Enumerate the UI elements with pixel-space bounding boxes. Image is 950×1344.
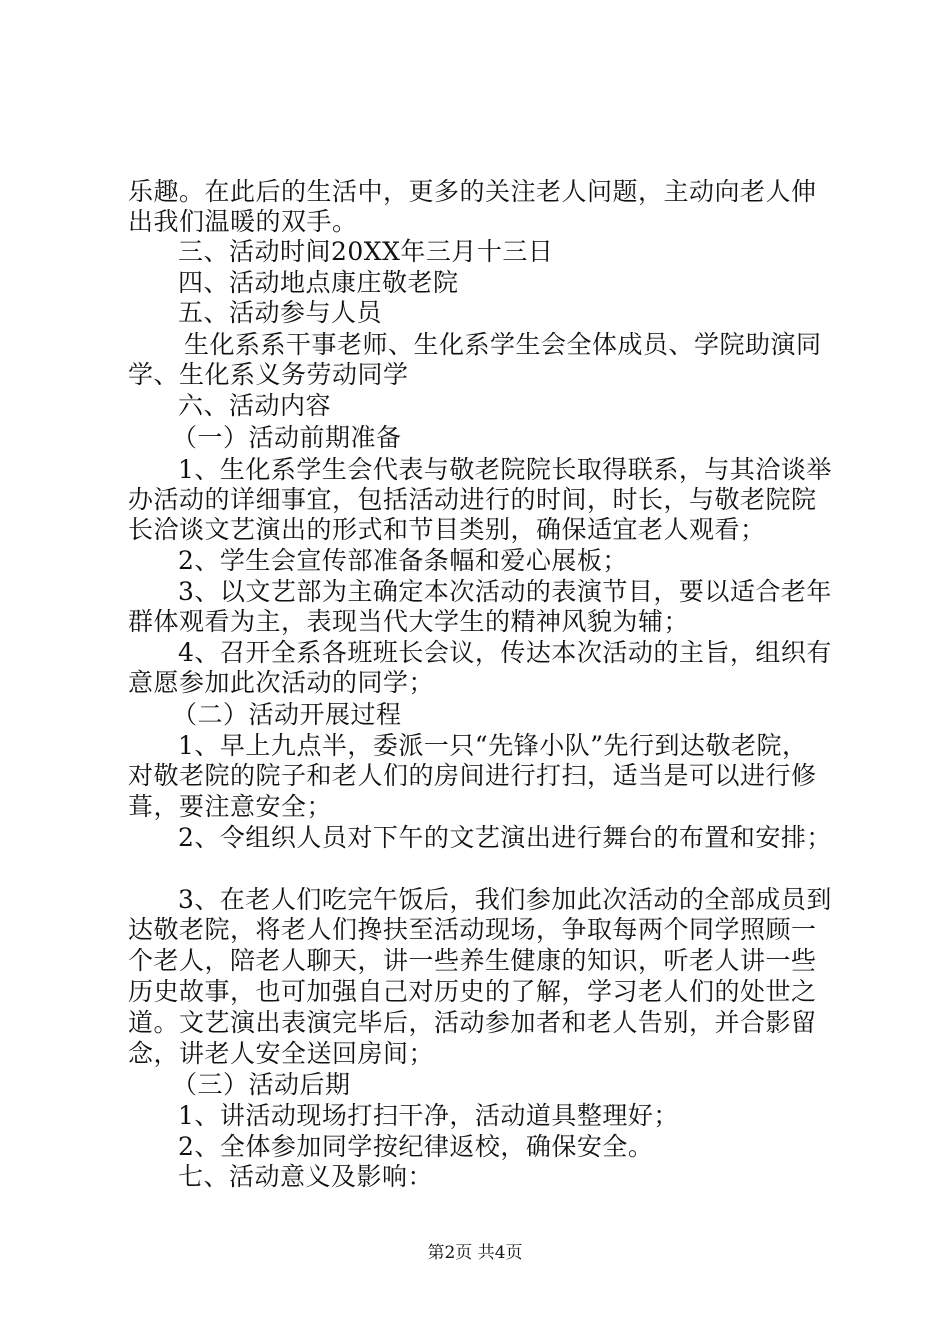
body-line: 对敬老院的院子和老人们的房间进行打扫，适当是可以进行修 — [128, 761, 817, 790]
body-line: 2、学生会宣传部准备条幅和爱心展板； — [178, 546, 628, 575]
body-line: 意愿参加此次活动的同学； — [128, 668, 435, 697]
body-line: 葺，要注意安全； — [128, 792, 333, 821]
page-number-footer: 第2页 共4页 — [427, 1243, 523, 1263]
section-heading: 四、活动地点康庄敬老院 — [178, 268, 459, 297]
section-heading: 三、活动时间20XX年三月十三日 — [178, 237, 554, 266]
body-line: 1、早上九点半，委派一只“先锋小队”先行到达敬老院， — [178, 731, 808, 760]
body-line: 生化系系干事老师、生化系学生会全体成员、学院助演同 — [184, 330, 822, 359]
section-heading: 六、活动内容 — [178, 391, 332, 420]
body-line: 4、召开全系各班班长会议，传达本次活动的主旨，组织有 — [178, 638, 832, 667]
body-line: 群体观看为主，表现当代大学生的精神风貌为辅； — [128, 607, 690, 636]
subsection-heading: （一）活动前期准备 — [172, 423, 402, 452]
body-line: 学、生化系义务劳动同学 — [128, 360, 409, 389]
body-line: 长洽谈文艺演出的形式和节目类别，确保适宜老人观看； — [128, 515, 766, 544]
body-line: 个老人，陪老人聊天，讲一些养生健康的知识，听老人讲一些 — [128, 946, 817, 975]
body-line: 达敬老院，将老人们搀扶至活动现场，争取每两个同学照顾一 — [128, 915, 817, 944]
body-line: 出我们温暖的双手。 — [128, 207, 358, 236]
body-line: 乐趣。在此后的生活中，更多的关注老人问题，主动向老人伸 — [128, 177, 817, 206]
subsection-heading: （三）活动后期 — [172, 1070, 351, 1099]
section-heading: 五、活动参与人员 — [178, 298, 383, 327]
body-line: 道。文艺演出表演完毕后，活动参加者和老人告别，并合影留 — [128, 1008, 817, 1037]
body-line: 念，讲老人安全送回房间； — [128, 1039, 435, 1068]
body-line: 历史故事，也可加强自己对历史的了解，学习老人们的处世之 — [128, 977, 817, 1006]
body-line: 1、讲活动现场打扫干净，活动道具整理好； — [178, 1101, 679, 1130]
body-line: 3、在老人们吃完午饭后，我们参加此次活动的全部成员到 — [178, 885, 832, 914]
body-line: 3、以文艺部为主确定本次活动的表演节目，要以适合老年 — [178, 577, 832, 606]
body-line: 1、生化系学生会代表与敬老院院长取得联系，与其洽谈举 — [178, 455, 832, 484]
body-line: 办活动的详细事宜，包括活动进行的时间，时长，与敬老院院 — [128, 485, 817, 514]
body-line: 2、全体参加同学按纪律返校，确保安全。 — [178, 1132, 654, 1161]
section-heading: 七、活动意义及影响： — [178, 1162, 434, 1191]
body-line: 2、令组织人员对下午的文艺演出进行舞台的布置和安排； — [178, 823, 832, 852]
subsection-heading: （二）活动开展过程 — [172, 700, 402, 729]
